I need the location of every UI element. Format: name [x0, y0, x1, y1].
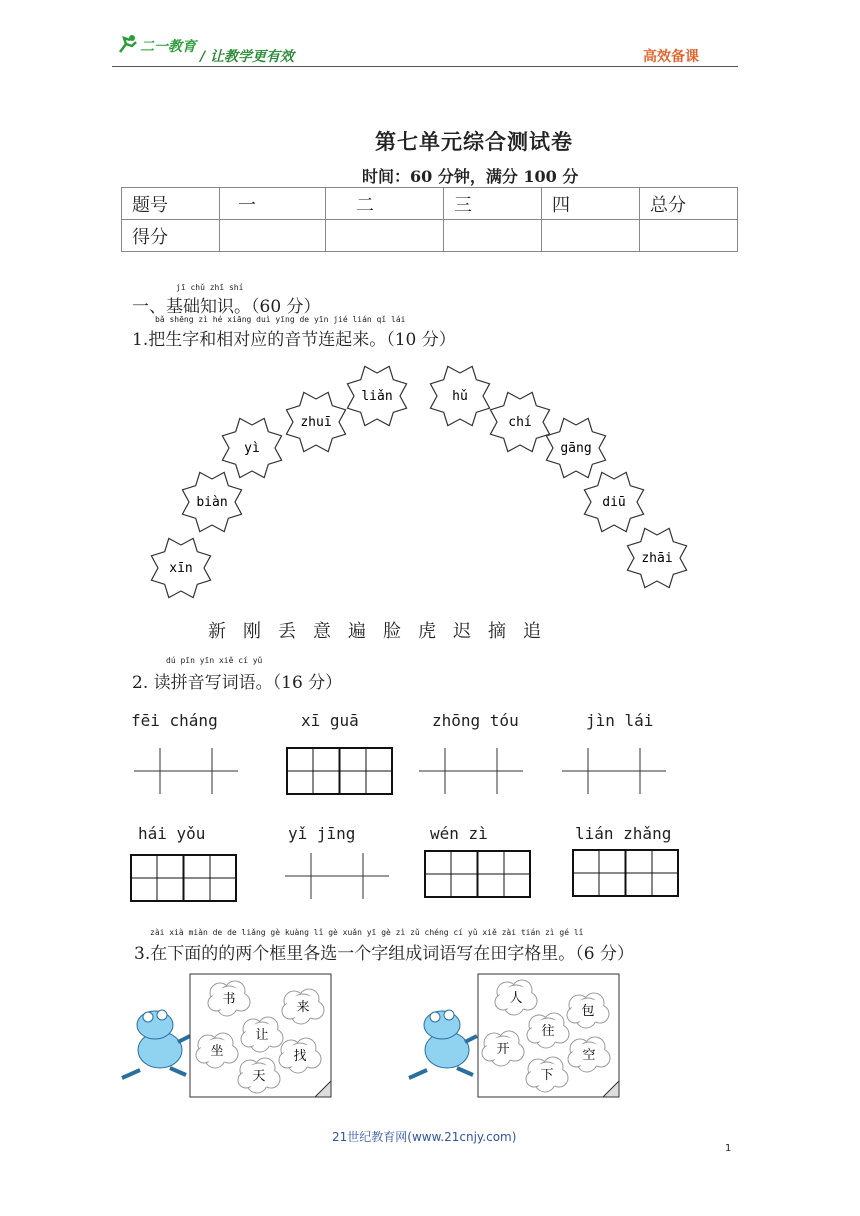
word-pinyin: wén zì [430, 824, 488, 843]
cloud-character: 人 [509, 991, 523, 1006]
q1-text: 1.把生字和相对应的音节连起来。（10 分） [132, 330, 456, 350]
score-cell: 题号 [122, 188, 220, 220]
star-pinyin: biàn [196, 495, 228, 510]
score-cell: 三 [444, 188, 542, 220]
cloud-character: 天 [252, 1069, 266, 1084]
footer-source[interactable]: 21世纪教育网(www.21cnjy.com) [332, 1130, 517, 1144]
word-pinyin: lián zhǎng [575, 824, 672, 843]
cloud-character: 找 [293, 1049, 307, 1064]
cloud-word [527, 1013, 569, 1048]
writing-grid[interactable] [562, 748, 666, 794]
star-pinyin: zhāi [641, 551, 673, 566]
logo-text: 二一教育 [140, 39, 196, 55]
writing-grid[interactable] [131, 855, 236, 901]
star-pinyin: chí [508, 415, 532, 430]
section1-pinyin: jī chǔ zhī shí [176, 283, 244, 292]
q3-text: 3.在下面的的两个框里各选一个字组成词语写在田字格里。（6 分） [134, 944, 634, 964]
cloud-word [238, 1058, 280, 1093]
page-number: 1 [725, 1143, 732, 1154]
q3-pinyin: zài xià miàn de de liǎng gè kuàng lǐ gè xuǎn yī gè zì zǔ chéng cí yǔ xiě zài tián zì gé lǐ [150, 928, 584, 937]
cloud-word [567, 993, 609, 1028]
star-pinyin: zhuī [300, 415, 332, 430]
score-cell: 四 [542, 188, 640, 220]
section1-heading: 一、基础知识。（60 分） [132, 297, 321, 317]
cloud-character: 让 [255, 1028, 269, 1043]
cloud-character: 来 [296, 1000, 310, 1015]
writing-grid[interactable] [287, 748, 392, 794]
cloud-word [279, 1038, 321, 1073]
writing-grid[interactable] [285, 853, 389, 899]
star-pinyin: yì [244, 441, 260, 456]
word-pinyin: zhōng tóu [432, 711, 519, 730]
frog-illustration [409, 1010, 477, 1078]
word-pinyin: xī guā [301, 711, 359, 730]
cloud-character: 书 [222, 992, 236, 1007]
cloud-word [241, 1017, 283, 1052]
cloud-word [482, 1031, 524, 1066]
writing-grid[interactable] [134, 748, 238, 794]
q1-pinyin: bǎ shēng zì hé xiāng duì yīng de yīn jié lián qǐ lái [155, 315, 406, 324]
cloud-character: 包 [581, 1004, 595, 1019]
cloud-character: 下 [540, 1068, 554, 1083]
writing-grid[interactable] [425, 851, 530, 897]
cloud-word [208, 981, 250, 1016]
writing-grid[interactable] [573, 850, 678, 896]
q2-pinyin: dú pīn yīn xiě cí yǔ [166, 656, 263, 665]
cloud-word [282, 989, 324, 1024]
cloud-character: 空 [582, 1048, 596, 1063]
cloud-word [568, 1037, 610, 1072]
word-pinyin: yǐ jīng [288, 824, 356, 843]
score-cell: 总分 [640, 188, 738, 220]
score-cell: 二 [326, 188, 444, 220]
q1-characters: 新刚丢意遍脸虎迟摘追 [208, 621, 558, 642]
score-cell: 一 [220, 188, 326, 220]
cloud-word [196, 1033, 238, 1068]
cloud-character: 往 [541, 1024, 555, 1039]
q2-text: 2. 读拼音写词语。（16 分） [132, 673, 343, 693]
star-pinyin: gāng [560, 441, 592, 456]
slogan: / 让教学更有效 [200, 49, 294, 65]
cloud-word [526, 1057, 568, 1092]
star-pinyin: xīn [169, 561, 193, 576]
page-title: 第七单元综合测试卷 [375, 129, 573, 154]
cloud-character: 开 [496, 1042, 510, 1057]
word-pinyin: hái yǒu [138, 824, 206, 843]
star-pinyin: hǔ [452, 389, 468, 404]
frog-illustration [122, 1010, 190, 1078]
star-pinyin: liǎn [361, 389, 393, 404]
star-pinyin: diū [602, 495, 626, 510]
cloud-word [495, 980, 537, 1015]
score-cell: 得分 [122, 220, 220, 252]
word-pinyin: fēi cháng [131, 711, 218, 730]
cloud-character: 坐 [210, 1044, 224, 1059]
header-right-label: 高效备课 [643, 49, 699, 65]
writing-grid[interactable] [419, 748, 523, 794]
page-subtitle: 时间：60 分钟，满分 100 分 [362, 167, 579, 186]
word-pinyin: jìn lái [586, 711, 654, 730]
